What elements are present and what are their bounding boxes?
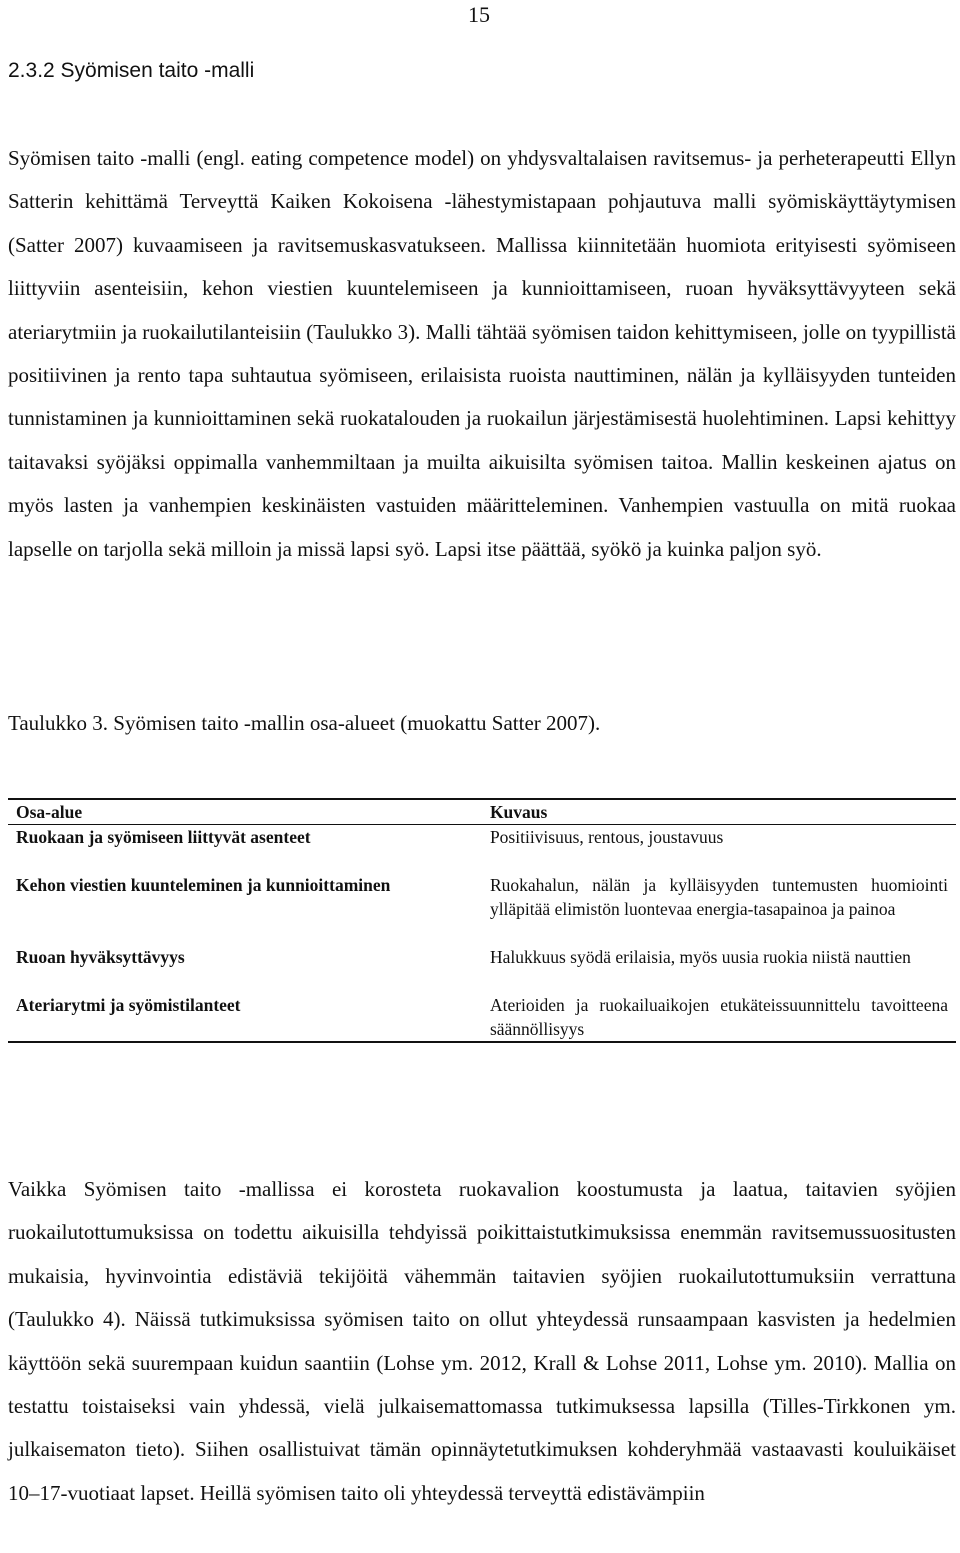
- column-header-description: Kuvaus: [489, 802, 548, 822]
- table-cell-description: Ruokahalun, nälän ja kylläisyyden tuntemusten huomiointi ylläpitää elimistön luontevaa energia-tasapainoa ja painoa: [489, 875, 948, 919]
- table-cell-description: Positiivisuus, rentous, joustavuus: [489, 827, 724, 847]
- table-cell-description: Halukkuus syödä erilaisia, myös uusia ruokia niistä nauttien: [489, 947, 911, 967]
- table-cell-area: Kehon viestien kuunteleminen ja kunnioittaminen: [16, 875, 391, 895]
- table-row: [8, 945, 956, 993]
- column-header-area: Osa-alue: [16, 802, 83, 822]
- table-cell-area: Ruokaan ja syömiseen liittyvät asenteet: [16, 827, 311, 847]
- table-container: [8, 798, 956, 1043]
- table-cell-area: Ateriarytmi ja syömistilanteet: [16, 995, 241, 1015]
- table-header-row: [8, 799, 956, 825]
- body-paragraph-1: Syömisen taito -malli (engl. eating competence model) on yhdysvaltalaisen ravitsemus- ja perheterapeutti Ellyn Satterin kehittämä Terveyttä Kaiken Kokoisena -lähestymistapaan pohjautuva malli syömiskäyttäytymisen (Satter 2007) kuvaamiseen ja ravitsemuskasvatukseen. Mallissa kiinnitetään huomiota erityisesti syömiseen liittyviin asenteisiin, kehon viestien kuuntelemiseen ja kunnioittamiseen, ruoan hyväksyttävyyteen sekä ateriarytmiin ja ruokailutilanteisiin (Taulukko 3). Malli tähtää syömisen taidon kehittymiseen, jolle on tyypillistä positiivinen ja rento tapa suhtautua syömiseen, erilaisista ruoista nauttiminen, nälän ja kylläisyyden tunteiden tunnistaminen ja kunnioittaminen sekä ruokatalouden ja ruokailun järjestämisestä huolehtiminen. Lapsi kehittyy taitavaksi syöjäksi oppimalla vanhemmiltaan ja muilta aikuisilta syömisen taitoa. Mallin keskeinen ajatus on myös lasten ja vanhempien keskinäisten vastuiden määritteleminen. Vanhempien vastuulla on mitä ruokaa lapselle on tarjolla sekä milloin ja missä lapsi syö. Lapsi itse päättää, syökö ja kuinka paljon syö.: [8, 146, 956, 561]
- body-paragraph-2: Vaikka Syömisen taito -mallissa ei korosteta ruokavalion koostumusta ja laatua, taitavien syöjien ruokailutottumuksissa on todettu aikuisilla tehdyissä poikittaistutkimuksissa enemmän ravitsemussuositusten mukaisia, hyvinvointia edistäviä tekijöitä vähemmän taitavien syöjien ruokailutottumuksiin verrattuna (Taulukko 4). Näissä tutkimuksissa syömisen taito on ollut yhteydessä runsaampaan kasvisten ja hedelmien käyttöön sekä suurempaan kuidun saantiin (Lohse ym. 2012, Krall & Lohse 2011, Lohse ym. 2010). Mallia on testattu toistaiseksi vain yhdessä, vielä julkaisemattomassa tutkimuksessa lapsilla (Tilles-Tirkkonen ym. julkaisematon tieto). Siihen osallistuivat tämän opinnäytetutkimuksen kohderyhmää vastaavasti kouluikäiset 10–17-vuotiaat lapset. Heillä syömisen taito oli yhteydessä terveyttä edistävämpiin: [8, 1177, 956, 1505]
- table-cell-area: Ruoan hyväksyttävyys: [16, 947, 185, 967]
- table-caption: Taulukko 3. Syömisen taito -mallin osa-alueet (muokattu Satter 2007).: [8, 711, 601, 735]
- table-cell-description: Aterioiden ja ruokailuaikojen etukäteissuunnittelu tavoitteena säännöllisyys: [489, 995, 948, 1039]
- sub-areas-table: [8, 798, 956, 1043]
- table-row: [8, 825, 956, 874]
- table-row: [8, 993, 956, 1042]
- table-row: [8, 873, 956, 945]
- section-heading: 2.3.2 Syömisen taito -malli: [8, 59, 255, 82]
- page-number: 15: [468, 2, 490, 27]
